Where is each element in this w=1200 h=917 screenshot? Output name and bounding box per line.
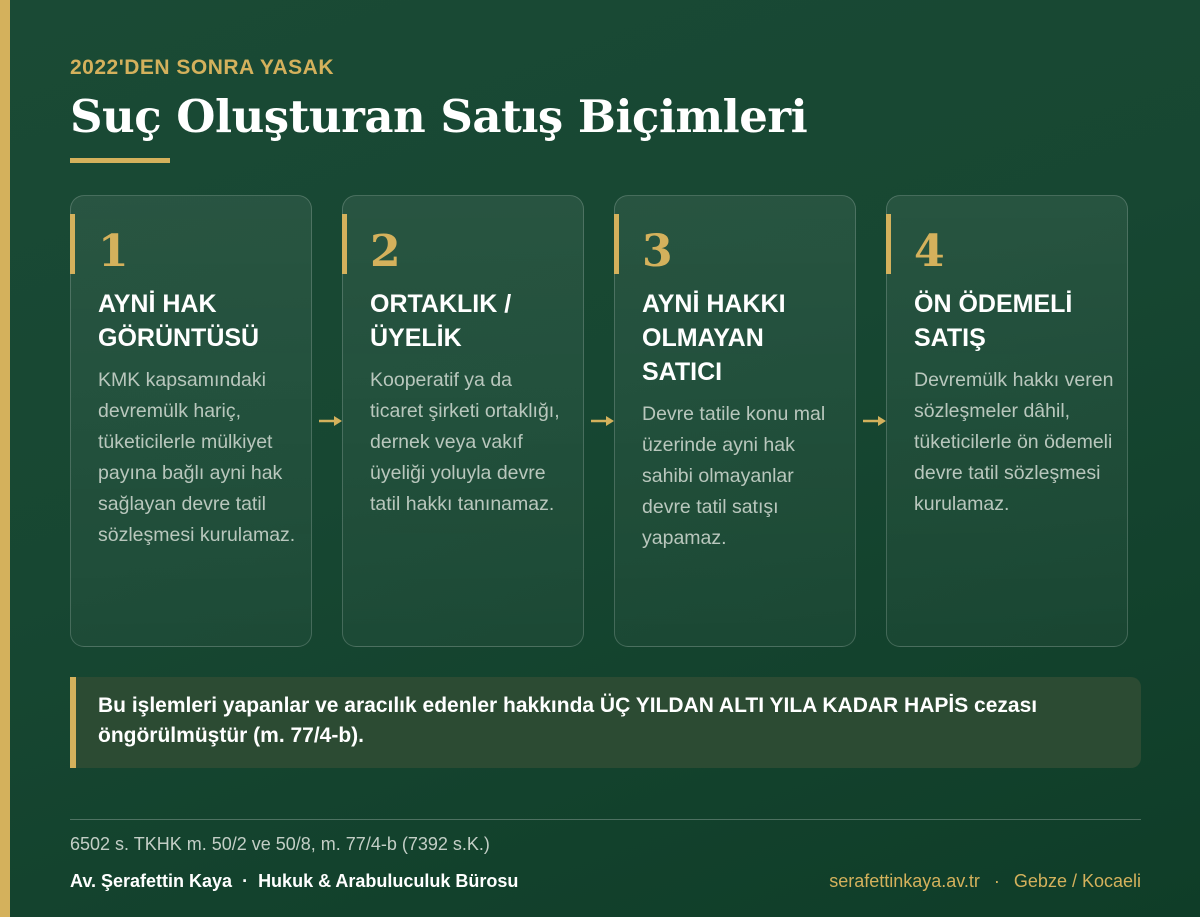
step-number: 2 (370, 226, 401, 277)
step-number: 1 (98, 226, 129, 277)
penalty-callout (70, 677, 1141, 768)
firm-name: Hukuk & Arabuluculuk Bürosu (258, 871, 519, 891)
step-card-2 (342, 195, 584, 647)
penalty-text: Bu işlemleri yapanlar ve aracılık edenler hakkında ÜÇ YILDAN ALTI YILA KADAR HAPİS cezası öngörülmüştür (m. 77/4-b). (98, 694, 1038, 747)
step-description: KMK kapsamındaki devremülk hariç, tüketicilerle mülkiyet payına bağlı ayni hak sağlayan devre tatil sözleşmesi kurulamaz. (98, 369, 296, 546)
card-accent-bar (70, 214, 75, 274)
left-accent-bar (0, 0, 10, 917)
step-card-1 (70, 195, 312, 647)
author-name: Av. Şerafettin Kaya (70, 871, 233, 891)
step-number: 3 (642, 226, 673, 277)
arrow-right-icon (318, 412, 344, 430)
website-link[interactable]: serafettinkaya.av.tr (829, 871, 980, 891)
arrow-right-icon (590, 412, 616, 430)
legal-reference: 6502 s. TKHK m. 50/2 ve 50/8, m. 77/4-b (7392 s.K.) (70, 834, 490, 854)
step-card-3 (614, 195, 856, 647)
footer-divider (70, 819, 1141, 820)
page-title: Suç Oluşturan Satış Biçimleri (70, 90, 808, 143)
separator-dot: · (242, 871, 249, 891)
signature (70, 871, 518, 892)
step-heading: ÖN ÖDEMELİ SATIŞ (914, 290, 1073, 352)
contact-info (829, 871, 1141, 892)
location-label: Gebze / Kocaeli (1013, 871, 1141, 891)
card-accent-bar (342, 214, 347, 274)
kicker-label: 2022'DEN SONRA YASAK (70, 56, 334, 79)
step-number: 4 (914, 226, 945, 277)
step-description: Devre tatile konu mal üzerinde ayni hak sahibi olmayanlar devre tatil satışı yapamaz. (642, 403, 826, 549)
card-accent-bar (614, 214, 619, 274)
step-description: Kooperatif ya da ticaret şirketi ortaklığı, dernek veya vakıf üyeliği yoluyla devre tatil hakkı tanınamaz. (370, 369, 560, 515)
arrow-right-icon (862, 412, 888, 430)
step-heading: AYNİ HAKKI OLMAYAN SATICI (642, 290, 786, 386)
title-underline (70, 158, 170, 163)
separator-dot: · (993, 871, 1000, 891)
step-description: Devremülk hakkı veren sözleşmeler dâhil, tüketicilerle ön ödemeli devre tatil sözleşmesi kurulamaz. (914, 369, 1114, 515)
step-card-4 (886, 195, 1128, 647)
card-accent-bar (886, 214, 891, 274)
step-heading: AYNİ HAK GÖRÜNTÜSÜ (98, 290, 260, 352)
step-heading: ORTAKLIK / ÜYELİK (370, 290, 512, 352)
